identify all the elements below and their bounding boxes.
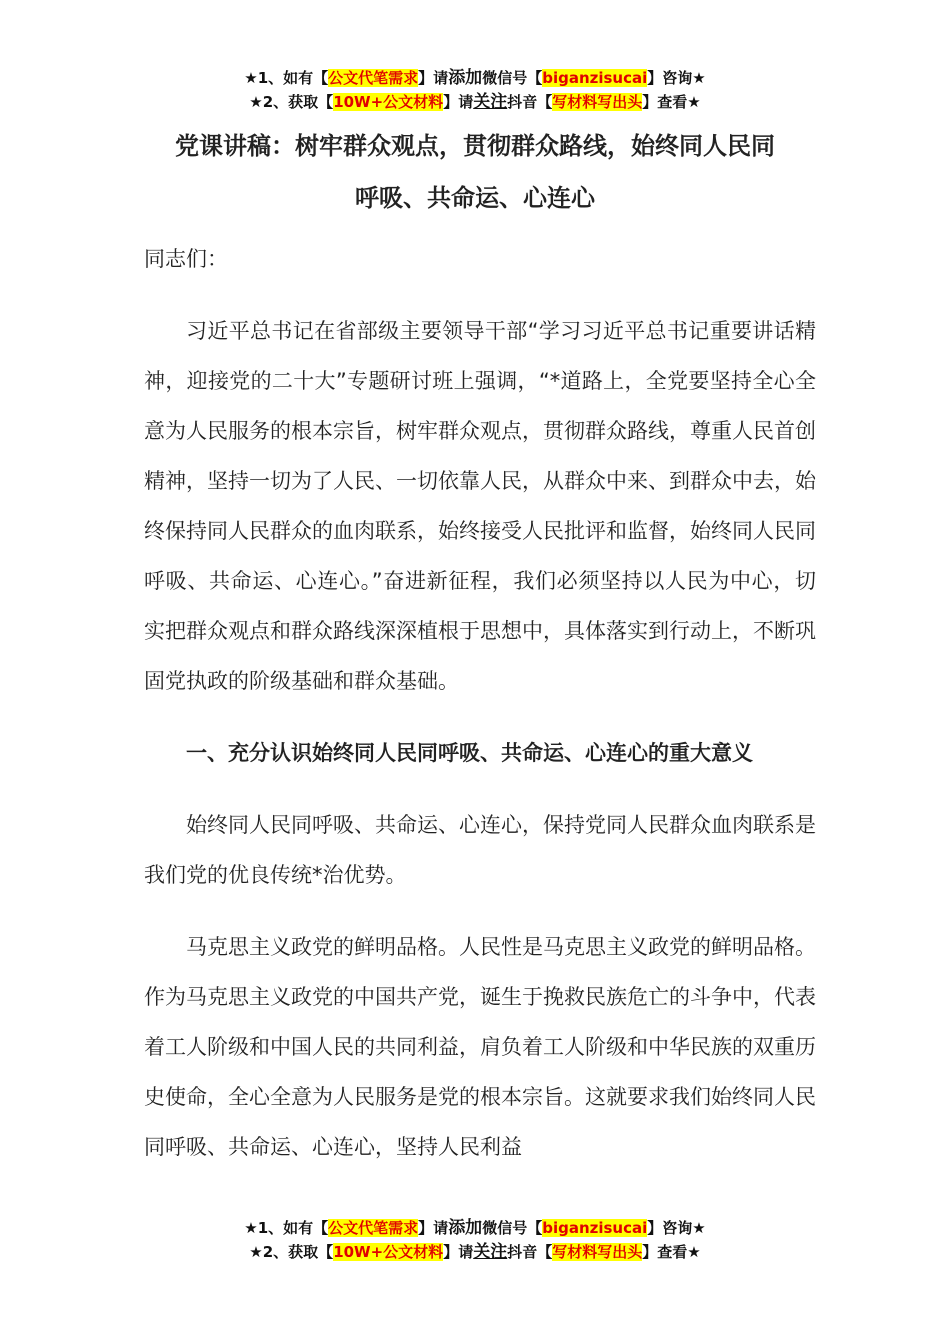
banner-text: ★2、获取【 <box>249 1243 334 1261</box>
paragraph: 习近平总书记在省部级主要领导干部“学习习近平总书记重要讲话精神，迎接党的二十大”专题研讨班上强调，“*道路上，全党要坚持全心全意为人民服务的根本宗旨，树牢群众观点，贯彻群众路线，尊重人民首创精神，坚持一切为了人民、一切依靠人民，从群众中来、到群众中去，始终保持同人民群众的血肉联系，始终接受人民批评和监督，始终同人民同呼吸、共命运、心连心。”奋进新征程，我们必须坚持以人民为中心，切实把群众观点和群众路线深深植根于思想中，具体落实到行动上，不断巩固党执政的阶级基础和群众基础。 <box>144 319 816 693</box>
emphasis-text: 关注 <box>473 1242 508 1262</box>
wechat-id-highlight: biganzisucai <box>542 69 648 87</box>
title-line-1: 党课讲稿：树牢群众观点，贯彻群众路线，始终同人民同 <box>175 132 775 160</box>
banner-text: 微信号【 <box>482 69 543 87</box>
banner-line-1 <box>0 1216 950 1240</box>
banner-text: 】请 <box>443 93 474 111</box>
emphasis-text: 关注 <box>473 92 508 112</box>
paragraph: 马克思主义政党的鲜明品格。人民性是马克思主义政党的鲜明品格。作为马克思主义政党的中国共产党，诞生于挽救民族危亡的斗争中，代表着工人阶级和中国人民的共同利益，肩负着工人阶级和中华民族的双重历史使命，全心全意为人民服务是党的根本宗旨。这就要求我们始终同人民同呼吸、共命运、心连心，坚持人民利益 <box>144 935 816 1159</box>
banner-text: 】请 <box>418 1219 449 1237</box>
banner-text: 】咨询★ <box>647 69 706 87</box>
banner-line-1 <box>0 66 950 90</box>
banner-text: 抖音【 <box>507 1243 553 1261</box>
banner-line-2 <box>0 90 950 114</box>
highlight-text: 10W+公文材料 <box>333 1243 444 1261</box>
top-banner <box>0 66 950 114</box>
title-line-2: 呼吸、共命运、心连心 <box>355 184 595 212</box>
banner-text: 】查看★ <box>642 93 701 111</box>
banner-text: 抖音【 <box>507 93 553 111</box>
banner-text: 微信号【 <box>482 1219 543 1237</box>
salutation: 同志们： <box>144 247 228 271</box>
douyin-id-highlight: 写材料写出头 <box>552 93 643 111</box>
banner-text: 】查看★ <box>642 1243 701 1261</box>
highlight-text: 公文代笔需求 <box>328 69 419 87</box>
banner-text: ★2、获取【 <box>249 93 334 111</box>
section-heading: 一、充分认识始终同人民同呼吸、共命运、心连心的重大意义 <box>186 741 753 765</box>
emphasis-text: 添加 <box>448 68 483 88</box>
wechat-id-highlight: biganzisucai <box>542 1219 648 1237</box>
banner-text: ★1、如有【 <box>244 1219 329 1237</box>
bottom-banner <box>0 1216 950 1264</box>
banner-text: 】请 <box>418 69 449 87</box>
paragraph: 始终同人民同呼吸、共命运、心连心，保持党同人民群众血肉联系是我们党的优良传统*治优势。 <box>144 813 816 887</box>
banner-text: 】请 <box>443 1243 474 1261</box>
banner-text: ★1、如有【 <box>244 69 329 87</box>
document-title <box>140 120 810 224</box>
emphasis-text: 添加 <box>448 1218 483 1238</box>
document-body <box>144 234 816 1194</box>
banner-line-2 <box>0 1240 950 1264</box>
banner-text: 】咨询★ <box>647 1219 706 1237</box>
highlight-text: 公文代笔需求 <box>328 1219 419 1237</box>
highlight-text: 10W+公文材料 <box>333 93 444 111</box>
douyin-id-highlight: 写材料写出头 <box>552 1243 643 1261</box>
